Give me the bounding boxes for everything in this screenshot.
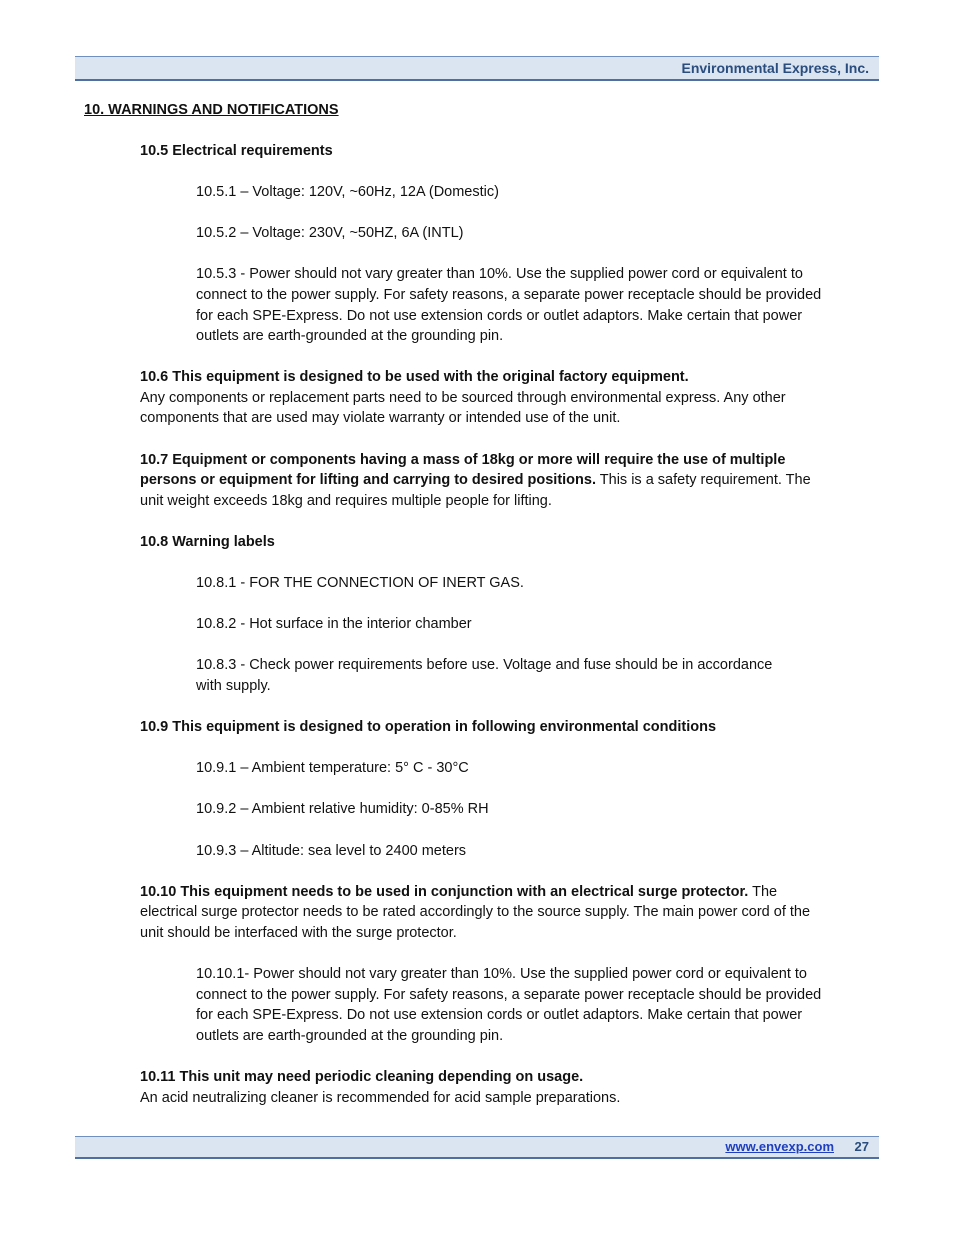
item-10-8-2: 10.8.2 - Hot surface in the interior chamber — [196, 616, 472, 632]
item-10-8-1: 10.8.1 - FOR THE CONNECTION OF INERT GAS. — [196, 575, 524, 591]
heading-10-7-line2-row — [140, 470, 811, 491]
body-10-10-line: electrical surge protector needs to be rated accordingly to the source supply. The main power cord of the — [140, 904, 811, 920]
item-10-10-1-line: for each SPE-Express. Do not use extension cords or outlet adaptors. Make certain that power — [196, 1007, 803, 1023]
item-10-5-3-line: for each SPE-Express. Do not use extension cords or outlet adaptors. Make certain that power — [196, 308, 803, 324]
item-10-5-2: 10.5.2 – Voltage: 230V, ~50HZ, 6A (INTL) — [196, 225, 464, 241]
item-10-5-3-line: connect to the power supply. For safety reasons, a separate power receptacle should be provided — [196, 287, 822, 303]
body-10-10-inline: The — [748, 884, 778, 900]
heading-10-7-line1: 10.7 Equipment or components having a mass of 18kg or more will require the use of multiple — [140, 452, 786, 468]
heading-10-8: 10.8 Warning labels — [140, 534, 275, 550]
company-name: Environmental Express, Inc. — [681, 60, 869, 76]
heading-10-9: 10.9 This equipment is designed to operation in following environmental conditions — [140, 719, 717, 735]
section-title: 10. WARNINGS AND NOTIFICATIONS — [84, 102, 339, 118]
item-10-8-3-line: 10.8.3 - Check power requirements before use. Voltage and fuse should be in accordance — [196, 657, 773, 673]
item-10-10-1-line: outlets are earth-grounded at the grounding pin. — [196, 1028, 504, 1044]
item-10-5-3-line: 10.5.3 - Power should not vary greater than 10%. Use the supplied power cord or equivalent to — [196, 266, 803, 282]
heading-10-6: 10.6 This equipment is designed to be used with the original factory equipment. — [140, 369, 689, 385]
item-10-9-1: 10.9.1 – Ambient temperature: 5° C - 30°C — [196, 760, 469, 776]
heading-10-10-row — [140, 882, 777, 903]
heading-10-7-line2: persons or equipment for lifting and carrying to desired positions. — [140, 472, 596, 488]
body-10-10-line: unit should be interfaced with the surge protector. — [140, 925, 457, 941]
page-footer — [75, 1136, 879, 1159]
item-10-8-3-line: with supply. — [196, 678, 271, 694]
item-10-9-3: 10.9.3 – Altitude: sea level to 2400 meters — [196, 843, 467, 859]
body-10-11: An acid neutralizing cleaner is recommended for acid sample preparations. — [140, 1090, 621, 1106]
item-10-10-1-line: connect to the power supply. For safety reasons, a separate power receptacle should be provided — [196, 987, 822, 1003]
body-10-7-inline: This is a safety requirement. The — [596, 472, 811, 488]
page-number: 27 — [854, 1139, 869, 1154]
page-header — [75, 56, 879, 81]
heading-10-5: 10.5 Electrical requirements — [140, 143, 333, 159]
website-link[interactable]: www.envexp.com — [725, 1139, 834, 1154]
item-10-5-3-line: outlets are earth-grounded at the grounding pin. — [196, 328, 504, 344]
item-10-10-1-line: 10.10.1- Power should not vary greater than 10%. Use the supplied power cord or equivalent to — [196, 966, 807, 982]
heading-10-10: 10.10 This equipment needs to be used in conjunction with an electrical surge protector. — [140, 884, 749, 900]
body-10-6-line: Any components or replacement parts need to be sourced through environmental express. Any other — [140, 390, 786, 406]
item-10-5-1: 10.5.1 – Voltage: 120V, ~60Hz, 12A (Domestic) — [196, 184, 499, 200]
body-10-7-line3: unit weight exceeds 18kg and requires multiple people for lifting. — [140, 493, 552, 509]
item-10-9-2: 10.9.2 – Ambient relative humidity: 0-85% RH — [196, 801, 489, 817]
heading-10-11: 10.11 This unit may need periodic cleaning depending on usage. — [140, 1069, 584, 1085]
body-10-6-line: components that are used may violate warranty or intended use of the unit. — [140, 410, 621, 426]
